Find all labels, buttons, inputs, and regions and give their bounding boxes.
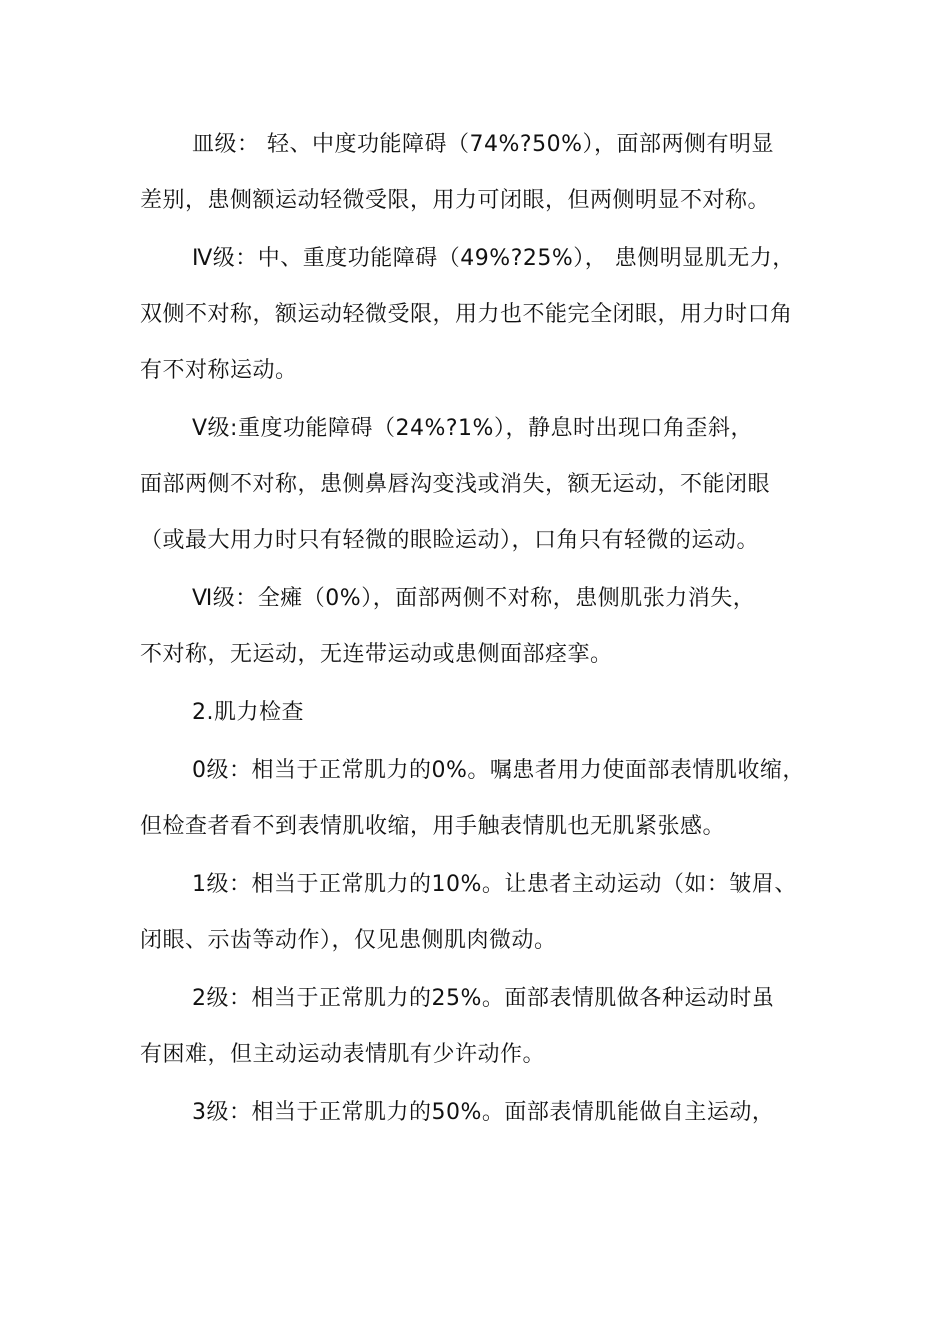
paragraph-strength-0-line-2: 但检查者看不到表情肌收缩，用手触表情肌也无肌紧张感。 xyxy=(140,814,726,839)
paragraph-grade-5-line-1: Ⅴ级:重度功能障碍（24%?1%），静息时出现口角歪斜， xyxy=(192,416,753,441)
paragraph-grade-4-line-1: Ⅳ级：中、重度功能障碍（49%?25%）， 患侧明显肌无力， xyxy=(192,246,795,271)
paragraph-strength-1-line-1: 1级：相当于正常肌力的10%。让患者主动运动（如：皱眉、 xyxy=(192,872,797,897)
paragraph-grade-6-line-1: Ⅵ级：全瘫（0%），面部两侧不对称，患侧肌张力消失， xyxy=(192,586,756,611)
paragraph-grade-5-line-2: 面部两侧不对称，患侧鼻唇沟变浅或消失，额无运动，不能闭眼 xyxy=(140,472,771,497)
paragraph-strength-1-line-2: 闭眼、示齿等动作），仅见患侧肌肉微动。 xyxy=(140,928,557,953)
paragraph-grade-5-line-3: （或最大用力时只有轻微的眼睑运动），口角只有轻微的运动。 xyxy=(140,528,760,553)
paragraph-grade-3-line-2: 差别，患侧额运动轻微受限，用力可闭眼，但两侧明显不对称。 xyxy=(140,188,771,213)
paragraph-grade-4-line-2: 双侧不对称，额运动轻微受限，用力也不能完全闭眼，用力时口角 xyxy=(140,302,793,327)
paragraph-strength-2-line-2: 有困难，但主动运动表情肌有少许动作。 xyxy=(140,1042,546,1067)
paragraph-grade-4-line-3: 有不对称运动。 xyxy=(140,358,298,383)
paragraph-strength-2-line-1: 2级：相当于正常肌力的25%。面部表情肌做各种运动时虽 xyxy=(192,986,775,1011)
paragraph-grade-3-line-1: 皿级： 轻、中度功能障碍（74%?50%），面部两侧有明显 xyxy=(192,132,774,157)
paragraph-strength-0-line-1: 0级：相当于正常肌力的0%。嘱患者用力使面部表情肌收缩， xyxy=(192,758,805,783)
paragraph-strength-3-line-1: 3级：相当于正常肌力的50%。面部表情肌能做自主运动， xyxy=(192,1100,775,1125)
paragraph-grade-6-line-2: 不对称，无运动，无连带运动或患侧面部痉挛。 xyxy=(140,642,613,667)
section-heading-muscle-strength: 2.肌力检查 xyxy=(192,700,304,725)
